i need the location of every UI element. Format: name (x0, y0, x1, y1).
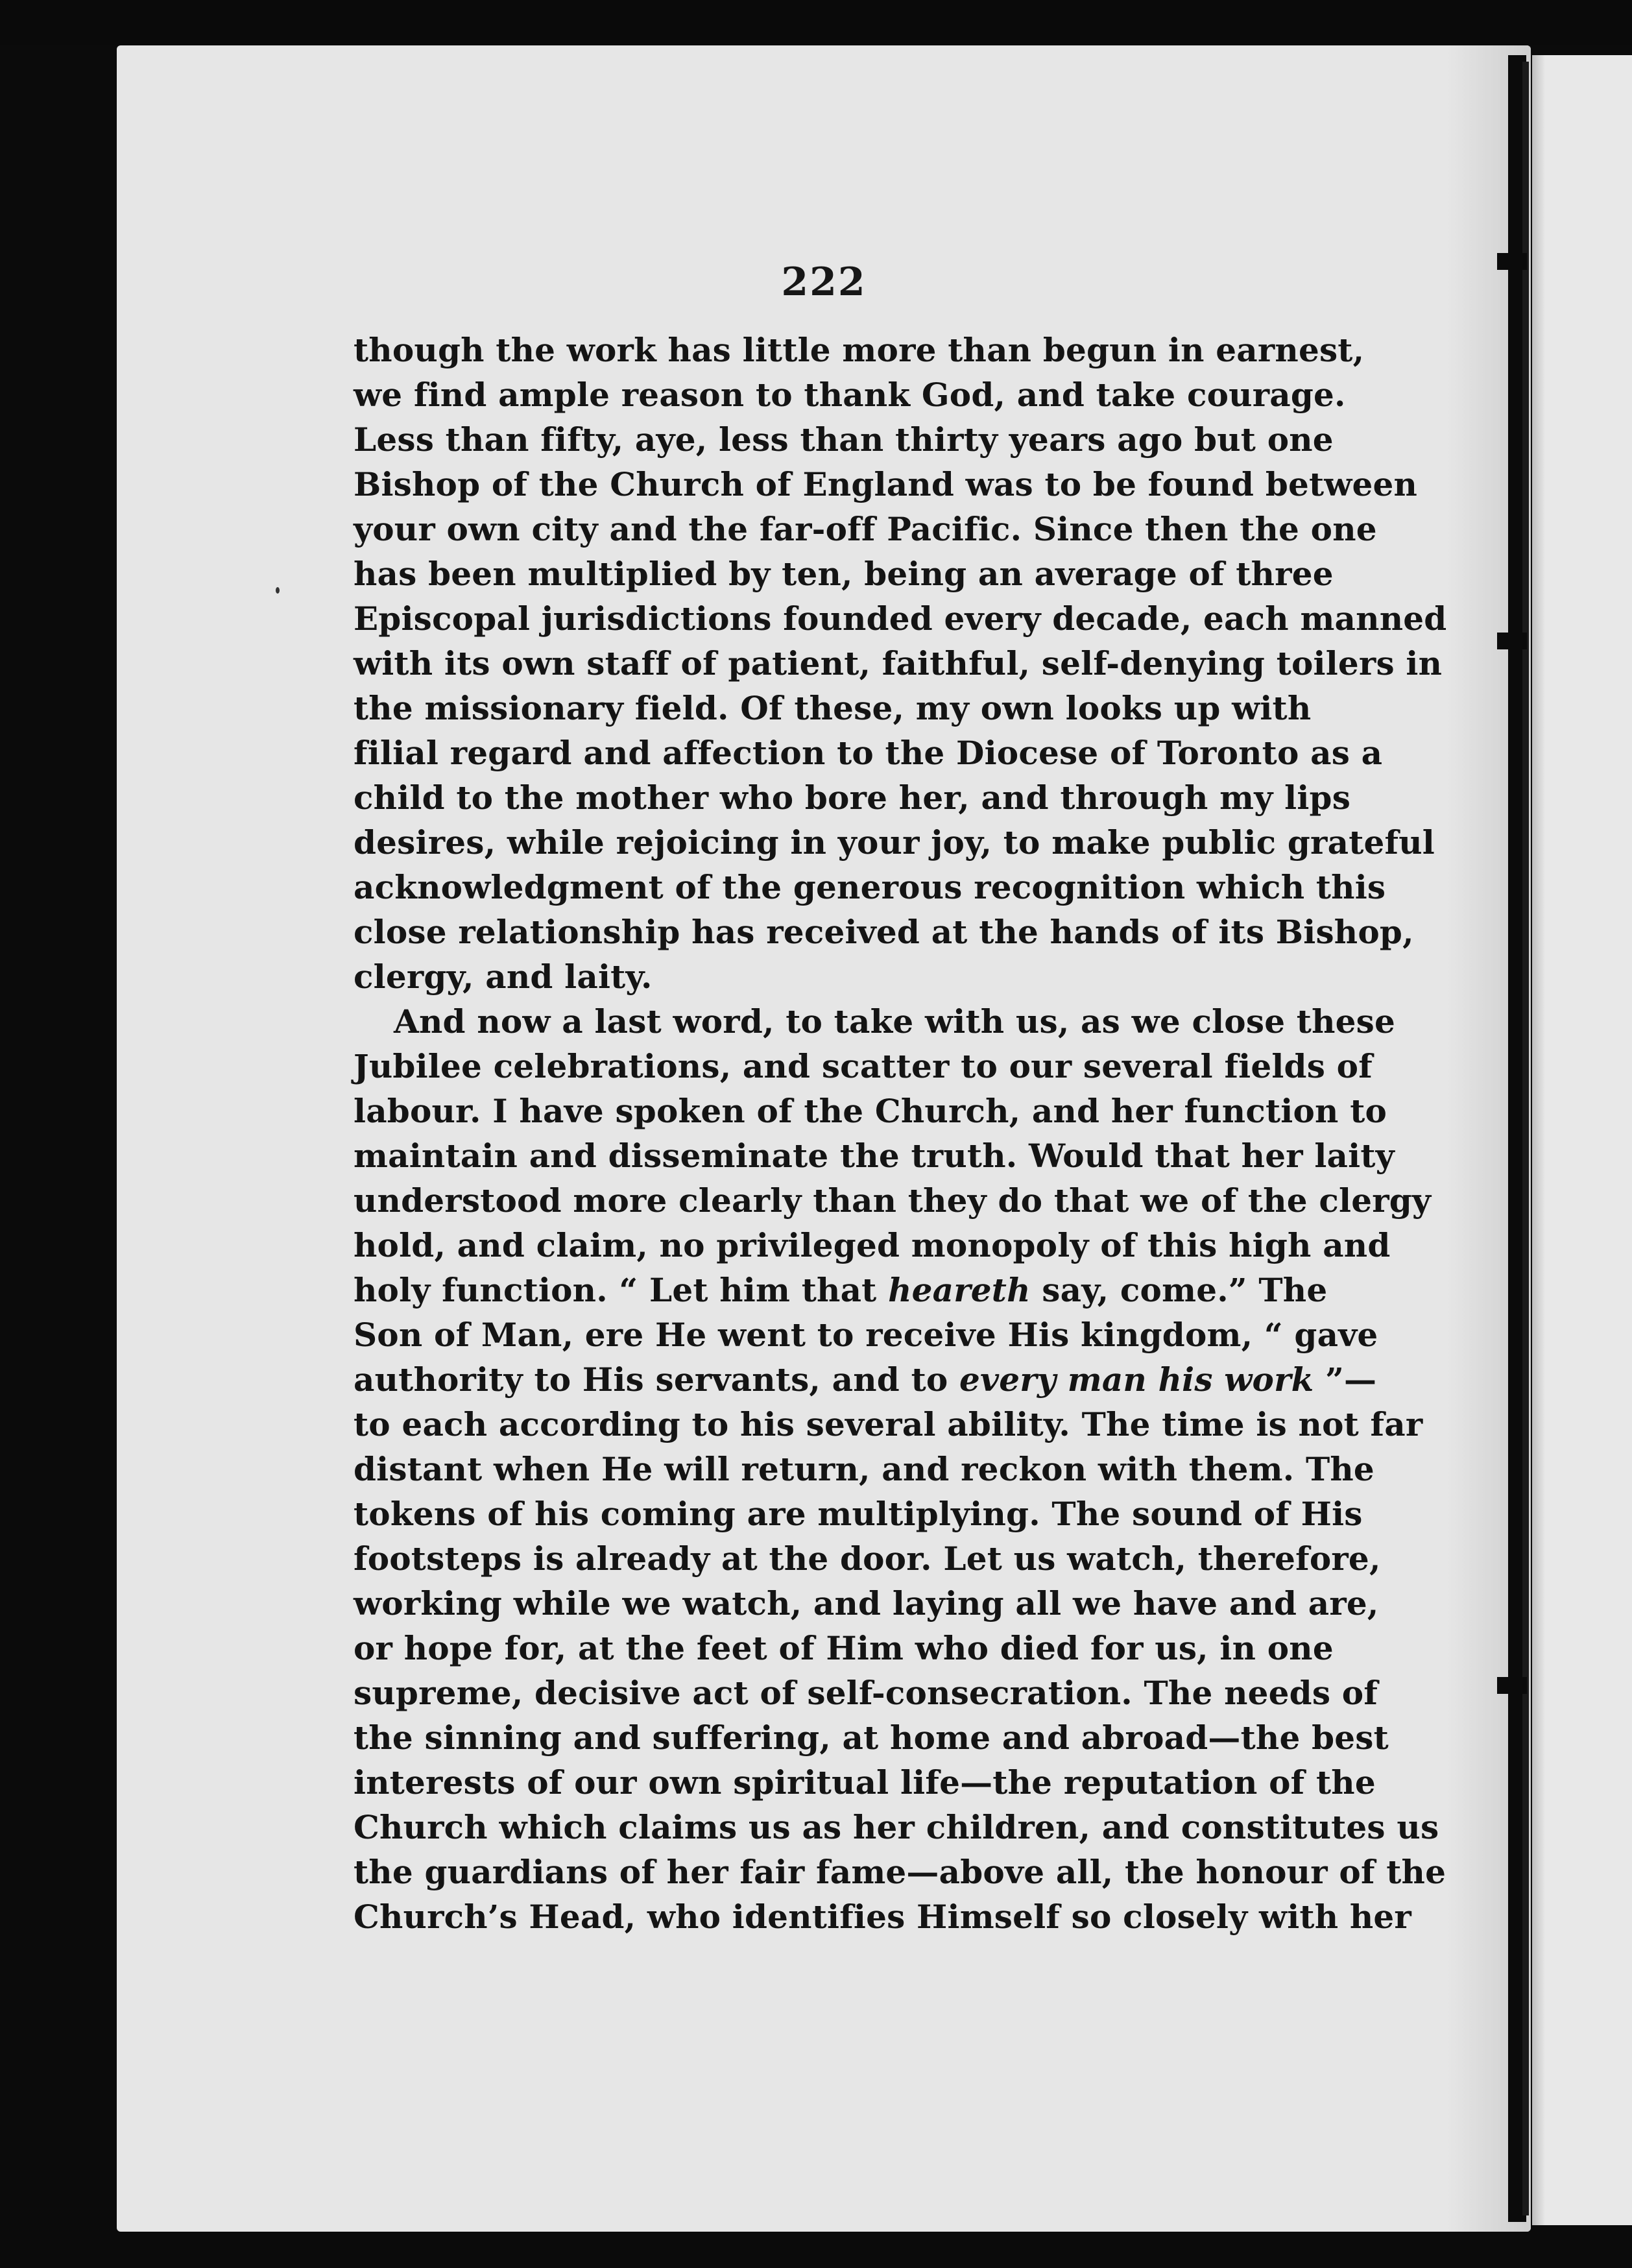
text-line: with its own staff of patient, faithful, self-denying toilers in (354, 644, 1443, 682)
binding-line (1522, 62, 1529, 2215)
text-line: or hope for, at the feet of Him who died for us, in one (354, 1629, 1334, 1667)
text-line: tokens of his coming are multiplying. The sound of His (354, 1495, 1363, 1533)
scan-speck (276, 587, 280, 594)
text-line: your own city and the far-off Pacific. Since then the one (354, 510, 1377, 548)
text-line: maintain and disseminate the truth. Would that her laity (354, 1137, 1395, 1175)
text-line: Episcopal jurisdictions founded every decade, each manned (354, 599, 1447, 638)
text-line: Church’s Head, who identifies Himself so closely with her (354, 1898, 1411, 1936)
text-line: hold, and claim, no privileged monopoly of this high and (354, 1226, 1391, 1264)
text-line: Church which claims us as her children, and constitutes us (354, 1808, 1439, 1846)
text-line: authority to His servants, and to every man his work (354, 1360, 1314, 1399)
scan-border-top (0, 0, 1632, 45)
text-line: acknowledgment of the generous recognition which this (354, 868, 1386, 906)
text-line: close relationship has received at the hands of its Bishop, (354, 913, 1414, 951)
text-line: working while we watch, and laying all we have and are, (354, 1584, 1379, 1623)
text-line: distant when He will return, and reckon with them. The (354, 1450, 1374, 1488)
page-number: 222 (781, 259, 867, 305)
text-line: the sinning and suffering, at home and abroad—the best (354, 1719, 1389, 1757)
text-line: holy function. “ Let him that heareth say, come.” The (354, 1271, 1328, 1309)
text-line: labour. I have spoken of the Church, and her function to (354, 1092, 1387, 1130)
binding-clamp-mark (1497, 253, 1527, 270)
binding-clamp-mark (1497, 633, 1527, 649)
text-line: understood more clearly than they do that we of the clergy (354, 1181, 1432, 1220)
text-line: filial regard and affection to the Diocese of Toronto as a (354, 734, 1383, 772)
text-line: has been multiplied by ten, being an average of three (354, 555, 1334, 593)
text-line: interests of our own spiritual life—the reputation of the (354, 1763, 1376, 1802)
text-line: Less than fifty, aye, less than thirty years ago but one (354, 420, 1334, 459)
body-text (354, 328, 1447, 1939)
text-line: Son of Man, ere He went to receive His kingdom, “ gave (354, 1316, 1378, 1354)
text-line: child to the mother who bore her, and through my lips (354, 778, 1351, 817)
text-line: we find ample reason to thank God, and take courage. (354, 376, 1346, 414)
text-line: Jubilee celebrations, and scatter to our several fields of (354, 1047, 1373, 1085)
facing-page-shade (1532, 55, 1545, 2225)
text-line: supreme, decisive act of self-consecration. The needs of (354, 1674, 1378, 1712)
emphasis-text: heareth (888, 1271, 1031, 1309)
text-line: though the work has little more than begun in earnest, (354, 331, 1365, 369)
facing-page-edge (1532, 55, 1632, 2225)
emphasis-text: every man his work (959, 1360, 1314, 1399)
text-line: the guardians of her fair fame—above all, the honour of the (354, 1853, 1446, 1891)
text-line: Bishop of the Church of England was to be found between (354, 465, 1418, 503)
text-line: desires, while rejoicing in your joy, to make public grateful (354, 823, 1435, 862)
text-line: to each according to his several ability. The time is not far (354, 1405, 1423, 1443)
text-line: footsteps is already at the door. Let us watch, therefore, (354, 1539, 1381, 1578)
text-line: clergy, and laity. (354, 958, 653, 996)
binding-clamp-mark (1497, 1677, 1527, 1694)
text-line: the missionary field. Of these, my own looks up with (354, 689, 1312, 727)
text-line: And now a last word, to take with us, as we close these (394, 1002, 1396, 1041)
